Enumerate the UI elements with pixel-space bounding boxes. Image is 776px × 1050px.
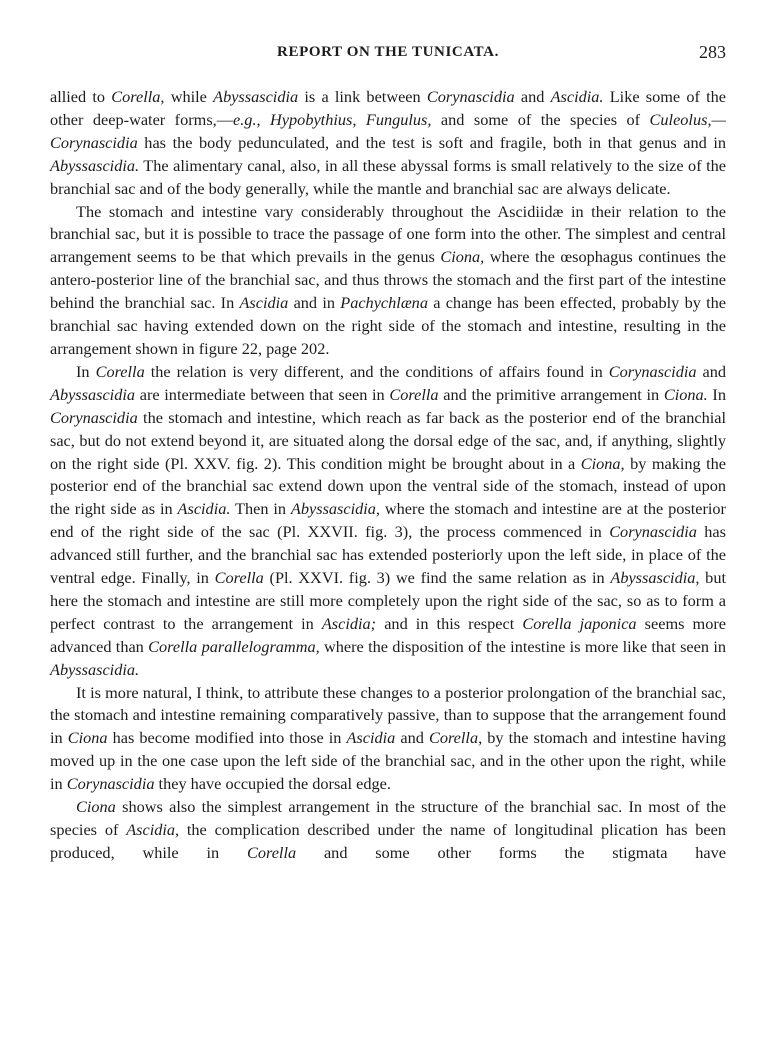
paragraph bbox=[50, 796, 726, 865]
text-run: In bbox=[76, 361, 96, 381]
text-run: (Pl. XXVI. fig. 3) we find the same relation as in bbox=[263, 568, 611, 588]
italic-run: Corella parallelogramma, bbox=[148, 636, 320, 656]
italic-run: Ascidia bbox=[346, 728, 396, 748]
text-run: by making the posterior end of the branchial sac extend down upon the ventral side of the stomach, instead of upon the right side as in bbox=[50, 453, 726, 519]
italic-run: Corella, bbox=[111, 87, 165, 106]
italic-run: Corynascidia bbox=[609, 522, 697, 542]
text-run: and bbox=[395, 728, 429, 748]
text-run: they have occupied the dorsal edge. bbox=[154, 774, 391, 794]
italic-run: Abyssascidia bbox=[50, 384, 136, 404]
italic-run: Ascidia; bbox=[321, 613, 377, 633]
text-run: and bbox=[696, 361, 727, 381]
text-run: It is more natural, I think, to attribute these changes to a posterior prolongation of the branchial sac, the stomach and intestine remaining comparatively passive, than to suppose that the arrangement found in bbox=[50, 682, 726, 748]
text-run: the stomach and intestine, which reach as far back as the posterior end of the branchial sac, but do not extend beyond it, are situated along the dorsal edge of the sac, and, if anything, slightly on the right side (Pl. XXV. fig. 2). This condition might be brought about in a bbox=[50, 407, 726, 473]
italic-run: Ciona, bbox=[440, 247, 485, 267]
italic-run: Corella bbox=[214, 568, 264, 588]
text-run: where the œsophagus continues the antero-posterior line of the branchial sac, and thus throws the stomach and the first part of the intestine behind the branchial sac. In bbox=[50, 247, 726, 313]
italic-run: Corella bbox=[246, 842, 297, 862]
text-run: allied to bbox=[50, 87, 112, 106]
italic-run: Corynascidia bbox=[50, 407, 138, 427]
text-run: where the stomach and intestine are at the posterior end of the right side of the sac (Pl. XXVII. fig. 3), the process commenced in bbox=[50, 499, 726, 542]
italic-run: Corynascidia bbox=[66, 774, 155, 794]
text-run: has become modified into those in bbox=[107, 728, 347, 748]
text-run: a change has been effected, probably by the branchial sac having extended down on the right side of the stomach and intestine, resulting in the arrangement shown in figure 22, page 202. bbox=[50, 293, 726, 358]
italic-run: Culeolus,—Corynascidia bbox=[50, 109, 726, 152]
text-run: has advanced still further, and the branchial sac has extended posteriorly upon the left side, in place of the ventral edge. Finally, in bbox=[50, 522, 726, 588]
text-run: The alimentary canal, also, in all these abyssal forms is small relatively to the size of the branchial sac and of the body generally, while the mantle and branchial sac are always delicate. bbox=[50, 155, 726, 198]
text-run: The stomach and intestine vary considerably throughout the Ascidiidæ in their relation to the branchial sac, but it is possible to trace the passage of one form into the other. The simplest and central arrangement seems to be that which prevails in the genus bbox=[50, 201, 726, 267]
text-run: shows also the simplest arrangement in the structure of the branchial sac. In most of the species of bbox=[50, 797, 726, 839]
text-run: and some of the species of bbox=[431, 109, 650, 129]
italic-run: Ciona bbox=[76, 797, 116, 817]
italic-run: Ciona. bbox=[663, 384, 708, 404]
text-run: seems more advanced than bbox=[50, 613, 726, 656]
italic-run: Corella, bbox=[428, 728, 483, 748]
text-run: but here the stomach and intestine are still more completely upon the right side of the sac, so as to form a perfect contrast to the arrangement in bbox=[50, 568, 726, 633]
body-text bbox=[50, 86, 726, 865]
italic-run: Corella bbox=[389, 384, 439, 404]
text-run: the complication described under the name of longitudinal plication has been produced, while in bbox=[50, 820, 727, 862]
paragraph bbox=[50, 682, 726, 797]
text-run: while bbox=[164, 87, 214, 106]
page-number: 283 bbox=[699, 42, 726, 62]
italic-run: Abyssascidia. bbox=[50, 155, 140, 175]
text-run: by the stomach and intestine having moved up in the one case upon the left side of the branchial sac, and in the other upon the right, while in bbox=[50, 728, 726, 794]
text-run: and in bbox=[288, 293, 341, 313]
text-run: the relation is very different, and the conditions of affairs found in bbox=[144, 361, 609, 381]
text-run: Like some of the other deep-water forms,— bbox=[50, 87, 727, 129]
text-run: and the primitive arrangement in bbox=[438, 384, 664, 404]
italic-run: e.g., Hypobythius, Fungulus, bbox=[233, 109, 432, 129]
italic-run: Ascidia bbox=[239, 293, 289, 313]
italic-run: Abyssascidia, bbox=[290, 499, 381, 519]
italic-run: Abyssascidia bbox=[213, 87, 299, 106]
italic-run: Corella bbox=[95, 361, 145, 381]
italic-run: Ascidia. bbox=[550, 87, 604, 106]
running-head: REPORT ON THE TUNICATA. bbox=[277, 44, 499, 60]
text-run: and in this respect bbox=[376, 613, 523, 633]
text-run: is a link between bbox=[298, 87, 427, 106]
italic-run: Ciona bbox=[67, 728, 108, 748]
italic-run: Corynascidia bbox=[608, 361, 697, 381]
italic-run: Abyssascidia. bbox=[50, 659, 140, 679]
text-run: and some other forms the stigmata have bbox=[296, 842, 727, 862]
paragraph bbox=[50, 361, 726, 682]
italic-run: Ascidia, bbox=[126, 820, 180, 839]
text-run: In bbox=[707, 384, 726, 404]
text-run: has the body pedunculated, and the test is soft and fragile, both in that genus and in bbox=[137, 132, 726, 152]
text-run: are intermediate between that seen in bbox=[135, 384, 390, 404]
text-run: and bbox=[514, 87, 551, 106]
italic-run: Corynascidia bbox=[426, 87, 515, 106]
page-header bbox=[50, 42, 726, 66]
italic-run: Ciona, bbox=[580, 453, 625, 473]
paragraph bbox=[50, 86, 726, 201]
italic-run: Ascidia. bbox=[177, 499, 231, 519]
text-run: Then in bbox=[230, 499, 291, 519]
italic-run: Abyssascidia, bbox=[610, 568, 700, 588]
paragraph bbox=[50, 201, 726, 361]
italic-run: Pachychlæna bbox=[340, 293, 428, 313]
italic-run: Corella japonica bbox=[522, 613, 637, 633]
text-run: where the disposition of the intestine is more like that seen in bbox=[319, 636, 727, 656]
